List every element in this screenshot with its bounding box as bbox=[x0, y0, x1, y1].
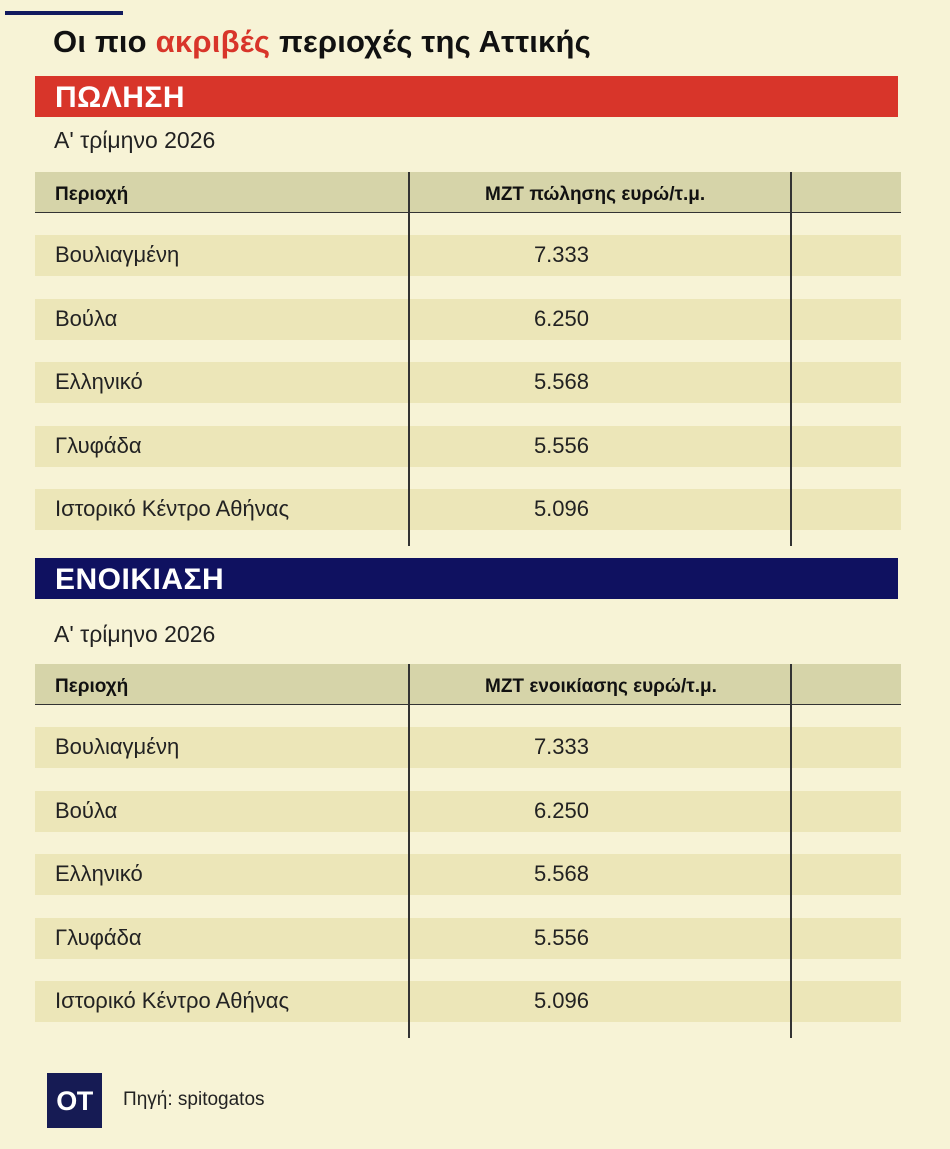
column-divider bbox=[408, 664, 410, 1038]
top-accent-rule bbox=[5, 11, 123, 15]
price-value: 5.096 bbox=[533, 988, 589, 1013]
rent-header-area: Περιοχή bbox=[55, 676, 129, 697]
sale-period-label: Α' τρίμηνο 2026 bbox=[54, 127, 216, 153]
table-row bbox=[35, 727, 901, 768]
table-row bbox=[35, 918, 901, 959]
price-value: 5.556 bbox=[533, 925, 589, 950]
rent-period-label: Α' τρίμηνο 2026 bbox=[54, 621, 216, 647]
table-row bbox=[35, 426, 901, 467]
rent-header-value: ΜΖΤ ενοικίασης ευρώ/τ.μ. bbox=[485, 676, 717, 697]
sale-table-header bbox=[35, 172, 901, 213]
table-row bbox=[35, 854, 901, 895]
source-credit: Πηγή: spitogatos bbox=[123, 1089, 265, 1110]
rent-table bbox=[35, 664, 901, 1038]
price-value: 7.333 bbox=[533, 734, 589, 759]
table-row bbox=[35, 489, 901, 530]
column-divider bbox=[790, 172, 792, 546]
area-name: Βουλιαγμένη bbox=[55, 242, 180, 267]
area-name: Ιστορικό Κέντρο Αθήνας bbox=[55, 988, 290, 1013]
column-divider bbox=[408, 172, 410, 546]
area-name: Γλυφάδα bbox=[55, 433, 142, 458]
table-row bbox=[35, 981, 901, 1022]
area-name: Βούλα bbox=[55, 306, 118, 331]
price-value: 5.568 bbox=[533, 861, 589, 886]
page-title bbox=[53, 24, 591, 60]
rent-section-banner: ΕΝΟΙΚΙΑΣΗ bbox=[35, 558, 898, 599]
sale-header-area: Περιοχή bbox=[55, 184, 129, 205]
area-name: Ελληνικό bbox=[55, 369, 143, 394]
ot-logo: OT bbox=[47, 1073, 102, 1128]
table-row bbox=[35, 299, 901, 340]
table-row bbox=[35, 791, 901, 832]
area-name: Ελληνικό bbox=[55, 861, 143, 886]
title-suffix: περιοχές της Αττικής bbox=[270, 24, 592, 59]
table-row bbox=[35, 235, 901, 276]
title-prefix: Οι πιο bbox=[53, 24, 156, 59]
area-name: Βουλιαγμένη bbox=[55, 734, 180, 759]
rent-table-header bbox=[35, 664, 901, 705]
price-value: 5.568 bbox=[533, 369, 589, 394]
sale-table bbox=[35, 172, 901, 546]
price-value: 6.250 bbox=[533, 798, 589, 823]
price-value: 7.333 bbox=[533, 242, 589, 267]
area-name: Γλυφάδα bbox=[55, 925, 142, 950]
area-name: Ιστορικό Κέντρο Αθήνας bbox=[55, 496, 290, 521]
area-name: Βούλα bbox=[55, 798, 118, 823]
sale-section-banner: ΠΩΛΗΣΗ bbox=[35, 76, 898, 117]
price-value: 5.096 bbox=[533, 496, 589, 521]
table-row bbox=[35, 362, 901, 403]
title-accent: ακριβές bbox=[155, 24, 271, 59]
sale-header-value: ΜΖΤ πώλησης ευρώ/τ.μ. bbox=[485, 184, 706, 205]
price-value: 5.556 bbox=[533, 433, 589, 458]
column-divider bbox=[790, 664, 792, 1038]
price-value: 6.250 bbox=[533, 306, 589, 331]
